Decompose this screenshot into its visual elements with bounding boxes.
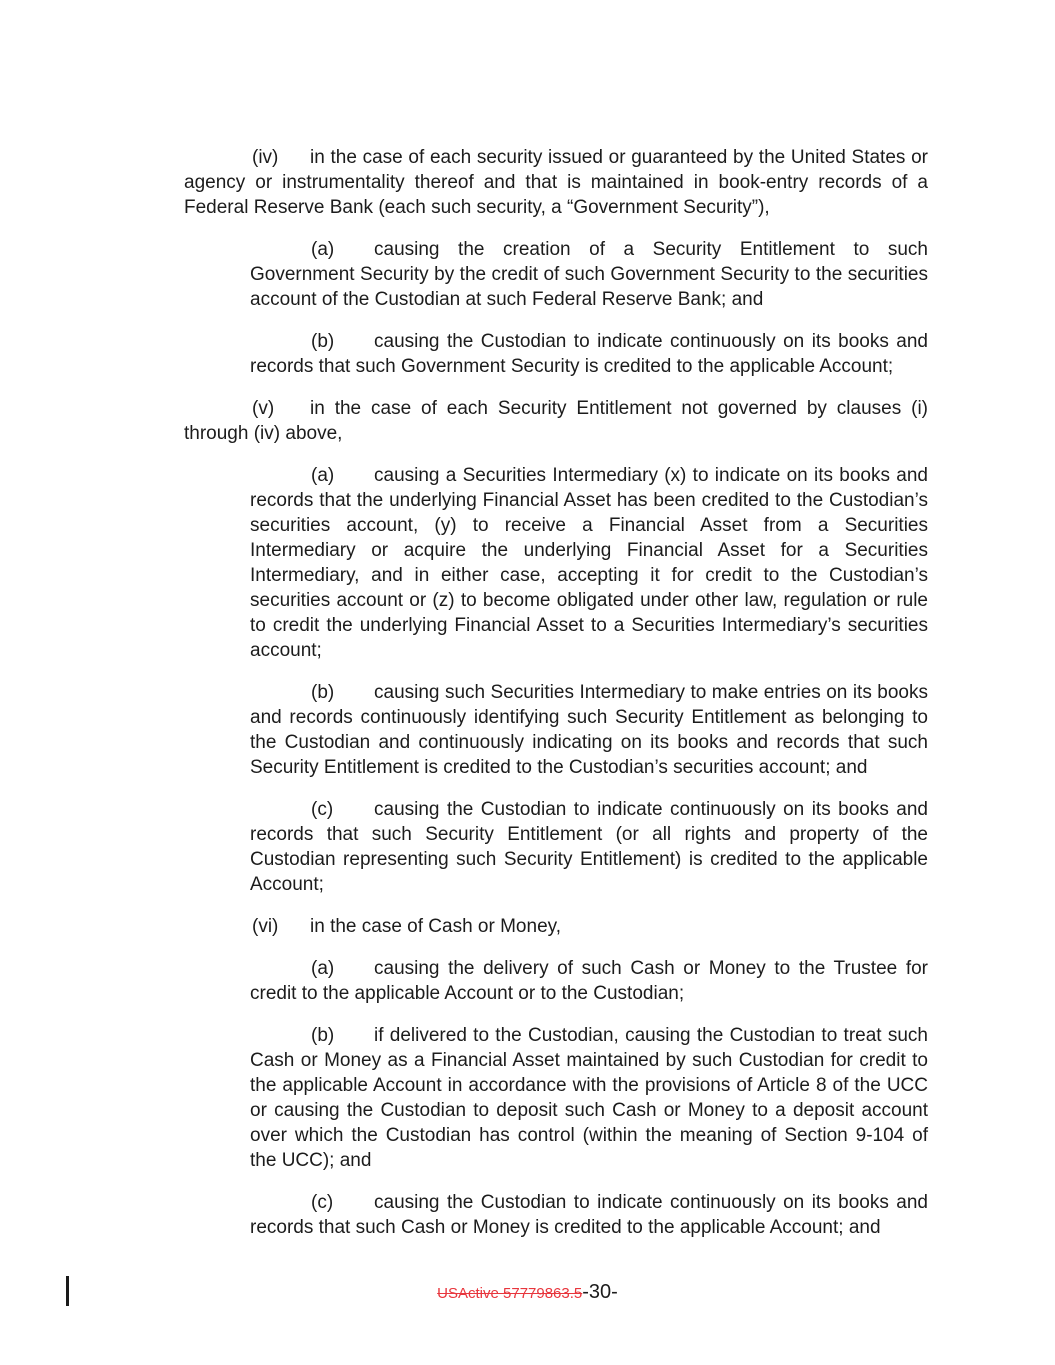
clause-label: (v)	[252, 398, 275, 419]
clause-label: (c)	[311, 1192, 334, 1213]
clause-text: causing the Custodian to indicate continuously on its books and records that such Security Entitlement (or all rights and property of the Custodian representing such Security Entitlement) is credited to the applicable Account;	[250, 799, 928, 895]
clause-text: causing the delivery of such Cash or Money to the Trustee for credit to the applicable Account or to the Custodian;	[250, 958, 928, 1004]
clause-iv-b-paragraph	[250, 329, 928, 379]
clause-label: (a)	[311, 958, 335, 979]
clause-v-paragraph	[184, 396, 928, 446]
clause-vi-c-paragraph	[250, 1190, 928, 1240]
clause-text: causing a Securities Intermediary (x) to indicate on its books and records that the underlying Financial Asset has been credited to the Custodian’s securities account, (y) to receive a Financial Asset from a Securities Intermediary or acquire the underlying Financial Asset for a Securities Intermediary, and in either case, accepting it for credit to the Custodian’s securities account or (z) to become obligated under other law, regulation or rule to credit the underlying Financial Asset to a Securities Intermediary’s securities account;	[250, 465, 928, 661]
clause-label: (iv)	[252, 147, 279, 168]
clause-label: (c)	[311, 799, 334, 820]
page-footer	[0, 1281, 1055, 1304]
clause-label: (a)	[311, 239, 335, 260]
clause-vi-b-paragraph	[250, 1023, 928, 1173]
clause-v-c-paragraph	[250, 797, 928, 897]
clause-v-a-paragraph	[250, 463, 928, 663]
footer-doc-id: USActive 57779863.5	[437, 1285, 583, 1302]
clause-text: in the case of each Security Entitlement not governed by clauses (i) through (iv) above,	[184, 398, 928, 444]
clause-label: (vi)	[252, 916, 279, 937]
clause-text: causing such Securities Intermediary to make entries on its books and records continuously identifying such Security Entitlement as belonging to the Custodian and continuously indicating on its books and records that such Security Entitlement is credited to the Custodian’s securities account; and	[250, 682, 928, 778]
document-body	[184, 145, 928, 1257]
clause-text: if delivered to the Custodian, causing the Custodian to treat such Cash or Money as a Financial Asset maintained by such Custodian for credit to the applicable Account in accordance with the provisions of Article 8 of the UCC or causing the Custodian to deposit such Cash or Money to a deposit account over which the Custodian has control (within the meaning of Section 9-104 of the UCC); and	[250, 1025, 928, 1171]
clause-text: in the case of Cash or Money,	[310, 916, 561, 937]
clause-iv-a-paragraph	[250, 237, 928, 312]
clause-text: causing the Custodian to indicate continuously on its books and records that such Cash or Money is credited to the applicable Account; and	[250, 1192, 928, 1238]
clause-label: (a)	[311, 465, 335, 486]
clause-label: (b)	[311, 1025, 335, 1046]
clause-vi-paragraph	[184, 914, 928, 939]
clause-text: in the case of each security issued or guaranteed by the United States or agency or instrumentality thereof and that is maintained in book-entry records of a Federal Reserve Bank (each such security, a “Government Security”),	[184, 147, 928, 218]
clause-text: causing the creation of a Security Entitlement to such Government Security by the credit of such Government Security to the securities account of the Custodian at such Federal Reserve Bank; and	[250, 239, 928, 310]
clause-iv-paragraph	[184, 145, 928, 220]
clause-label: (b)	[311, 682, 335, 703]
clause-vi-a-paragraph	[250, 956, 928, 1006]
clause-label: (b)	[311, 331, 335, 352]
clause-text: causing the Custodian to indicate continuously on its books and records that such Government Security is credited to the applicable Account;	[250, 331, 928, 377]
footer-page-number: -30-	[582, 1281, 618, 1303]
clause-v-b-paragraph	[250, 680, 928, 780]
